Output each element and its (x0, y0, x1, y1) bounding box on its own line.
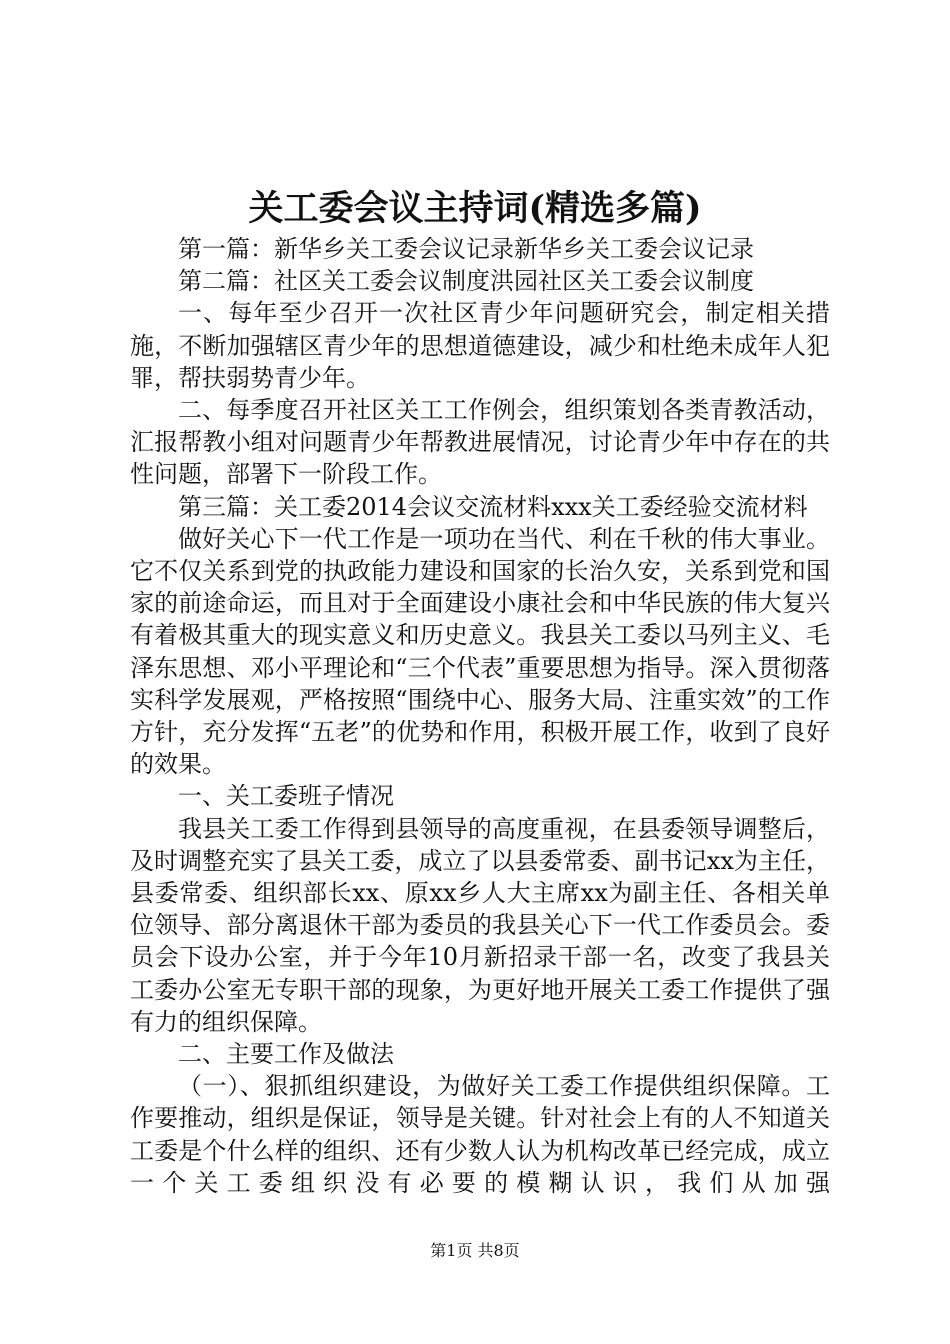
page-title: 关工委会议主持词(精选多篇) (248, 188, 702, 229)
paragraph-5: 第三篇：关工委2014会议交流材料xxx关工委经验交流材料 (178, 492, 808, 521)
paragraph-1: 第一篇：新华乡关工委会议记录新华乡关工委会议记录 (178, 235, 754, 263)
paragraph-4: 二、每季度召开社区关工工作例会，组织策划各类青教活动，汇报帮教小组对问题青少年帮教进展情况，讨论青少年中存在的共性问题，部署下一阶段工作。 (130, 396, 830, 489)
page-footer: 第1页 共8页 (430, 1241, 520, 1260)
document-body (130, 233, 830, 1199)
paragraph-2: 第二篇：社区关工委会议制度洪园社区关工委会议制度 (178, 267, 754, 296)
paragraph-8: 我县关工委工作得到县领导的高度重视，在县委领导调整后，及时调整充实了县关工委，成立了以县委常委、副书记xx为主任，县委常委、组织部长xx、原xx乡人大主席xx为副主任、各相关单位领导、部分离退休干部为委员的我县关心下一代工作委员会。委员会下设办公室，并于今年10月新招录干部一名，改变了我县关工委办公室无专职干部的现象，为更好地开展关工委工作提供了强有力的组织保障。 (130, 814, 830, 1036)
paragraph-6: 做好关心下一代工作是一项功在当代、利在千秋的伟大事业。它不仅关系到党的执政能力建设和国家的长治久安，关系到党和国家的前途命运，而且对于全面建设小康社会和中华民族的伟大复兴有着极其重大的现实意义和历史意义。我县关工委以马列主义、毛泽东思想、邓小平理论和“三个代表”重要思想为指导。深入贯彻落实科学发展观，严格按照“围绕中心、服务大局、注重实效”的工作方针，充分发挥“五老”的优势和作用，积极开展工作，收到了良好的效果。 (130, 524, 830, 779)
paragraph-3: 一、每年至少召开一次社区青少年问题研究会，制定相关措施，不断加强辖区青少年的思想道德建设，减少和杜绝未成年人犯罪，帮扶弱势青少年。 (130, 299, 830, 392)
paragraph-10: （一）、狠抓组织建设，为做好关工委工作提供组织保障。工作要推动，组织是保证，领导是关键。针对社会上有的人不知道关工委是个什么样的组织、还有少数人认为机构改革已经完成，成立一个关工委组织没有必要的模糊认识，我们从加强 (130, 1072, 830, 1197)
paragraph-9: 二、主要工作及做法 (178, 1040, 394, 1069)
paragraph-7: 一、关工委班子情况 (178, 782, 394, 811)
